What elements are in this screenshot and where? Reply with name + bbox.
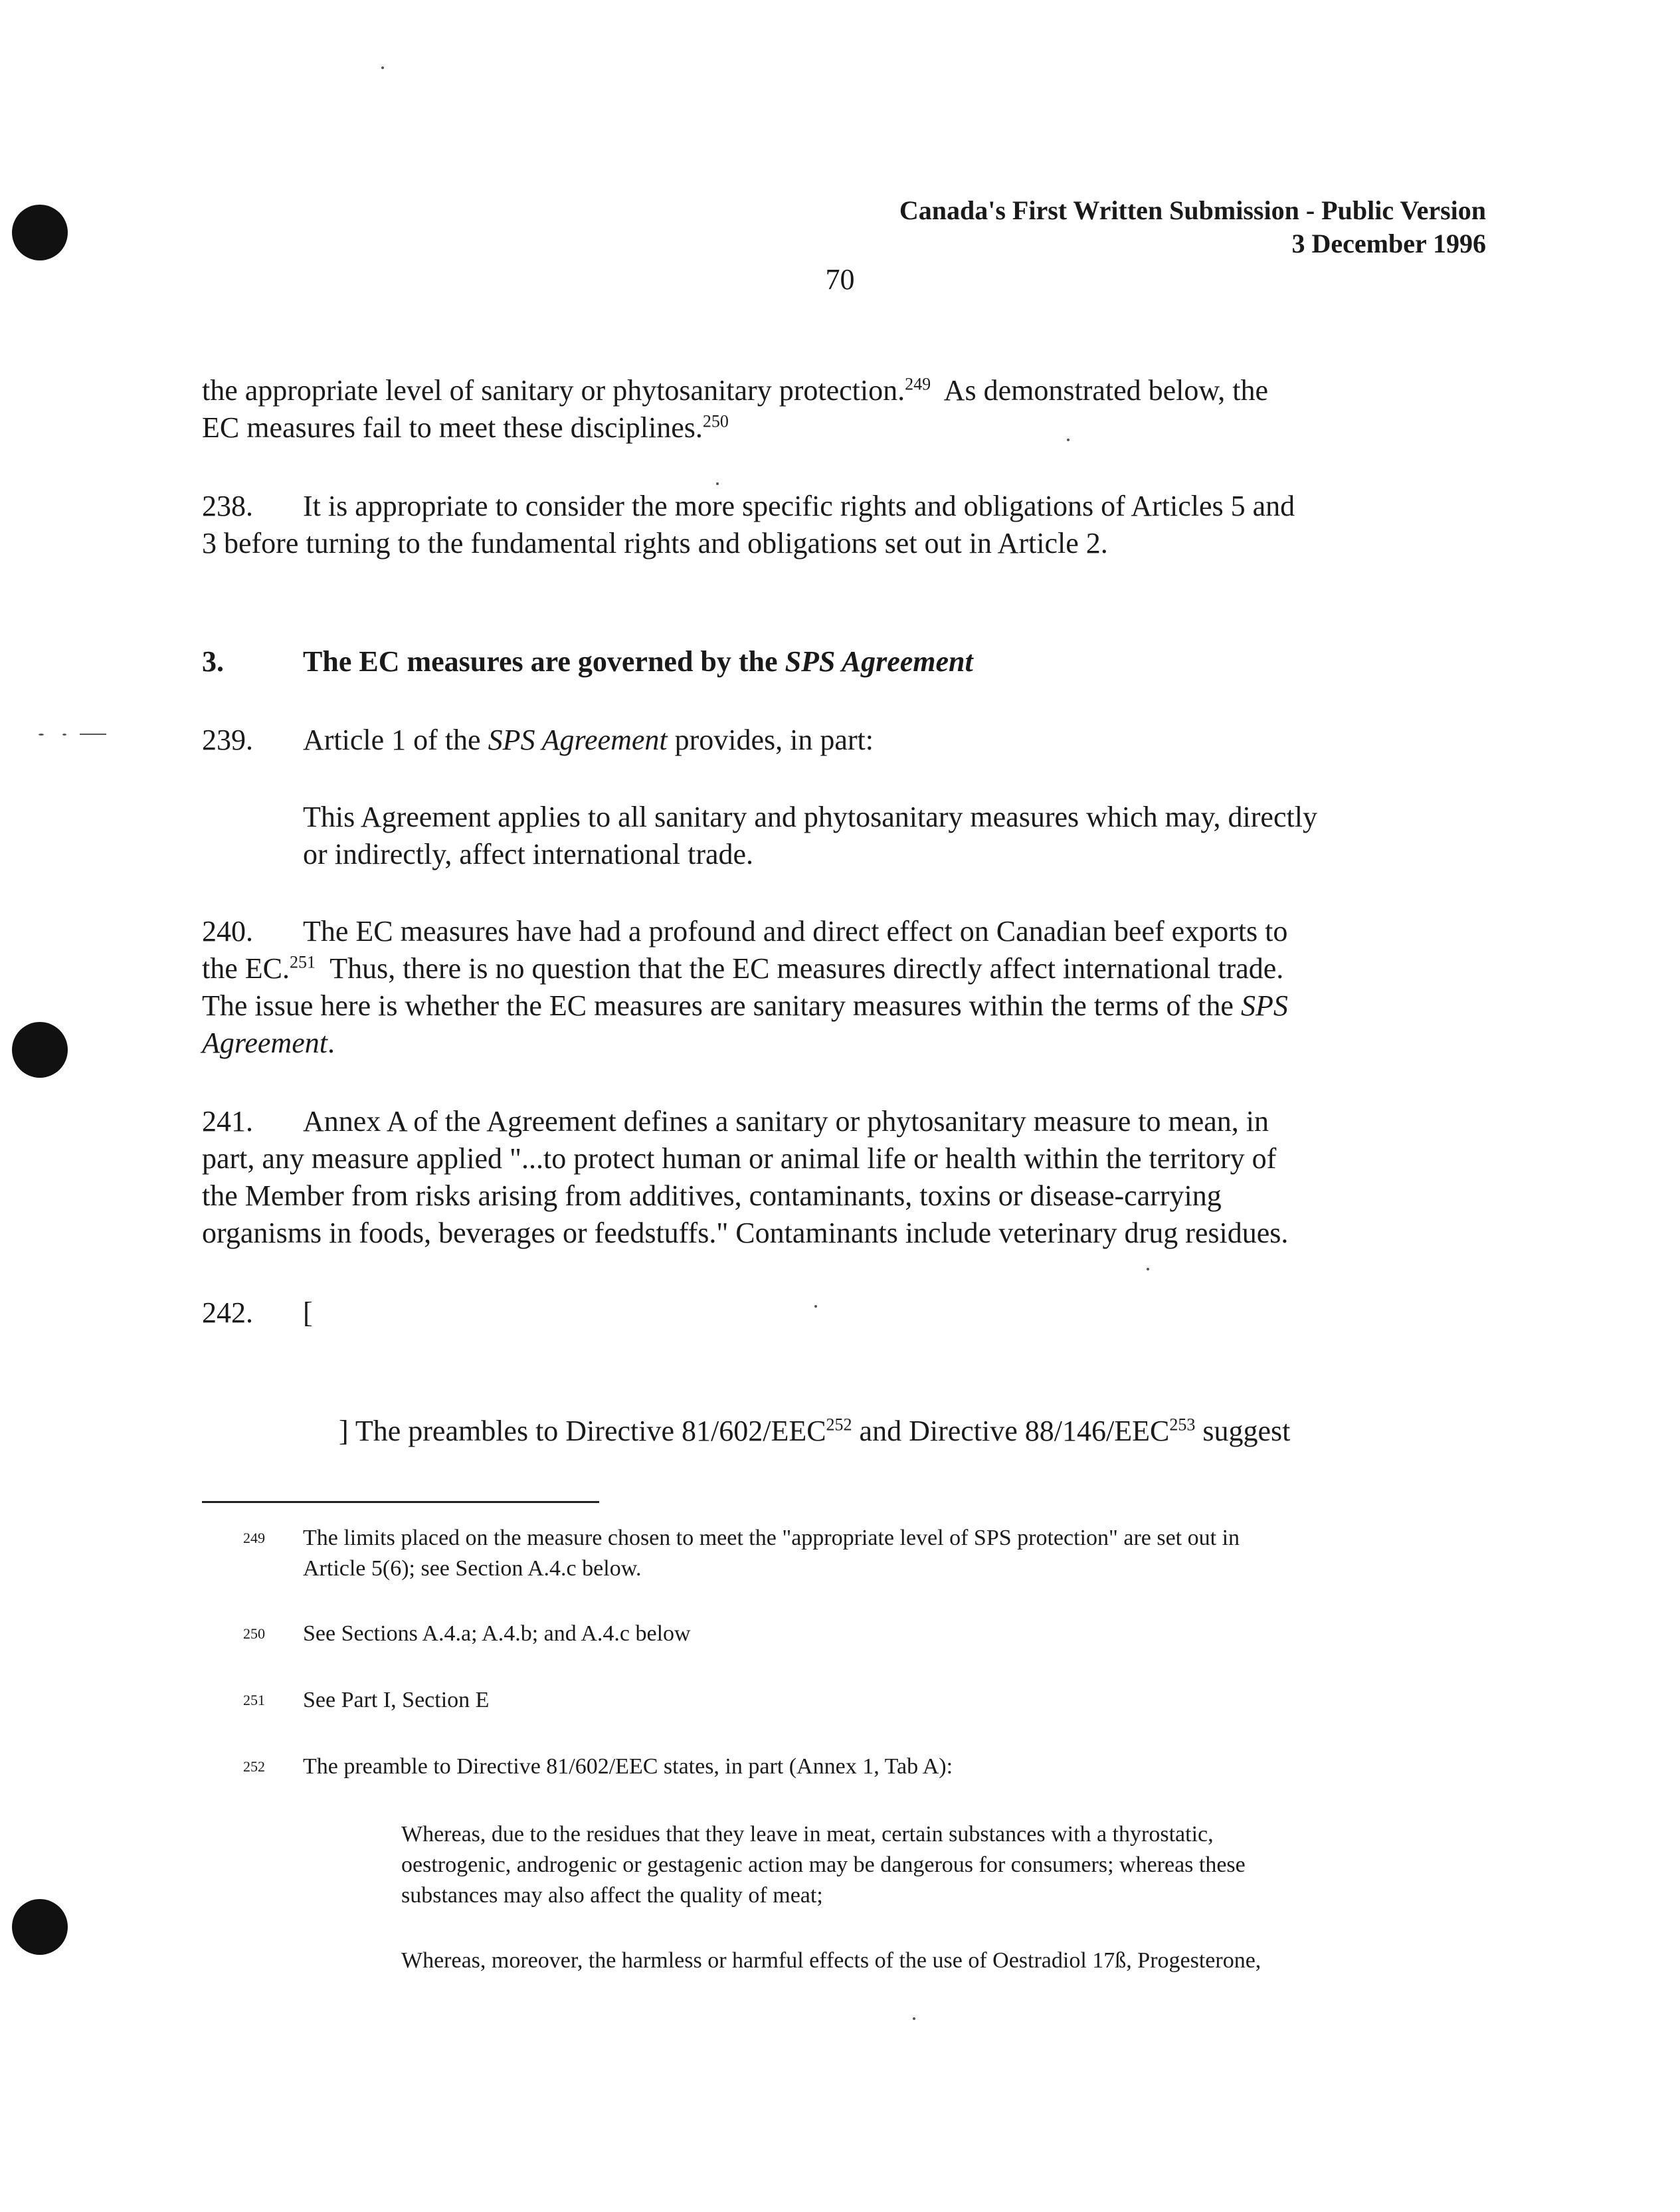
heading-italic: SPS Agreement	[785, 645, 973, 678]
page-number: 70	[825, 263, 855, 296]
text-line: or indirectly, affect international trade.	[303, 838, 754, 870]
paragraph-241	[202, 1103, 1484, 1252]
paragraph-number: 239.	[202, 724, 253, 756]
paragraph-240	[202, 913, 1484, 1062]
text-line: the Member from risks arising from additives, contaminants, toxins or disease-carrying	[202, 1179, 1222, 1212]
text-line: Whereas, due to the residues that they leave in meat, certain substances with a thyrostatic,	[401, 1822, 1214, 1847]
paragraph-number: 242.	[202, 1296, 253, 1329]
paragraph-number: 241.	[202, 1105, 253, 1138]
paragraph-number: 240.	[202, 915, 253, 948]
footnote-ref: 252	[826, 1415, 852, 1435]
scan-speck	[80, 734, 106, 735]
header-date: 3 December 1996	[1291, 229, 1486, 258]
footnote-mark: 251	[243, 1692, 265, 1708]
scan-speck	[1147, 1268, 1149, 1270]
heading-text: The EC measures are governed by the	[303, 645, 785, 678]
paragraph-continuation	[202, 372, 1484, 447]
block-quote	[303, 799, 1485, 873]
redaction-bracket-open: [	[303, 1296, 313, 1329]
footnote-quote-1	[401, 1819, 1484, 1911]
footnote-ref: 250	[702, 411, 729, 431]
text-line: This Agreement applies to all sanitary and phytosanitary measures which may, directly	[303, 801, 1317, 833]
header-title: Canada's First Written Submission - Public Version	[899, 195, 1486, 225]
text-line: the EC.$^{251}$ Thus, there is no question that the EC measures directly affect international trade.	[202, 952, 1284, 985]
footnote-separator	[202, 1501, 599, 1503]
paragraph-number: 238.	[202, 490, 253, 522]
footnote-quote-2	[401, 1946, 1484, 1976]
footnote-text: See Part I, Section E	[303, 1688, 490, 1712]
footnote-ref: 253	[1169, 1415, 1196, 1435]
text-line: substances may also affect the quality of meat;	[401, 1883, 823, 1908]
paragraph-239: 239. Article 1 of the SPS Agreement provides, in part:	[202, 722, 1484, 759]
text-line: the appropriate level of sanitary or phytosanitary protection.$^{249}$ As demonstrated below, the	[202, 374, 1269, 407]
scan-speck	[381, 66, 384, 69]
text-line: Article 5(6); see Section A.4.c below.	[303, 1556, 642, 1581]
text-line: 241. Annex A of the Agreement defines a sanitary or phytosanitary measure to mean, in	[202, 1103, 1484, 1140]
footnote-text: See Sections A.4.a; A.4.b; and A.4.c below	[303, 1621, 691, 1646]
footnote-text: The preamble to Directive 81/602/EEC states, in part (Annex 1, Tab A):	[303, 1754, 953, 1779]
binder-hole-middle	[12, 1022, 68, 1078]
text-line: part, any measure applied "...to protect human or animal life or health within the territory of	[202, 1142, 1277, 1175]
scan-speck	[39, 734, 44, 736]
text-line: 240. The EC measures have had a profound and direct effect on Canadian beef exports to	[202, 913, 1484, 950]
scan-speck	[716, 482, 719, 485]
footnote-mark: 249	[243, 1530, 265, 1546]
text-line: The limits placed on the measure chosen to meet the "appropriate level of SPS protection" are set out in	[303, 1526, 1240, 1550]
section-heading	[202, 643, 1484, 680]
text-line: The issue here is whether the EC measures are sanitary measures within the terms of the SPS	[202, 989, 1288, 1022]
footnote-mark: 252	[243, 1758, 265, 1775]
text-line: 238. It is appropriate to consider the more specific rights and obligations of Articles 5 and	[202, 488, 1484, 525]
heading-number: 3.	[202, 645, 224, 678]
text-line: Agreement.	[202, 1027, 335, 1059]
scan-speck	[913, 2017, 915, 2020]
text-line: EC measures fail to meet these disciplines.$^{250}$	[202, 411, 729, 444]
binder-hole-top	[12, 205, 68, 260]
binder-hole-bottom	[12, 1899, 68, 1955]
text-line: oestrogenic, androgenic or gestagenic action may be dangerous for consumers; whereas these	[401, 1853, 1246, 1877]
footnote-ref: 251	[289, 952, 316, 972]
paragraph-242	[202, 1294, 1484, 1332]
footnote-mark: 250	[243, 1625, 265, 1642]
text-line: organisms in foods, beverages or feedstuffs." Contaminants include veterinary drug residues.	[202, 1217, 1289, 1249]
footnote-ref: 249	[905, 374, 931, 394]
text-line: 3 before turning to the fundamental rights and obligations set out in Article 2.	[202, 527, 1108, 559]
paragraph-238	[202, 488, 1484, 562]
text-line: Whereas, moreover, the harmless or harmful effects of the use of Oestradiol 17ß, Progesterone,	[401, 1948, 1261, 1973]
scan-speck	[62, 734, 66, 736]
paragraph-242-continuation: ] The preambles to Directive 81/602/EEC$^{252}$ and Directive 88/146/EEC$^{253}$ suggest	[339, 1415, 1291, 1447]
document-header	[899, 194, 1486, 260]
